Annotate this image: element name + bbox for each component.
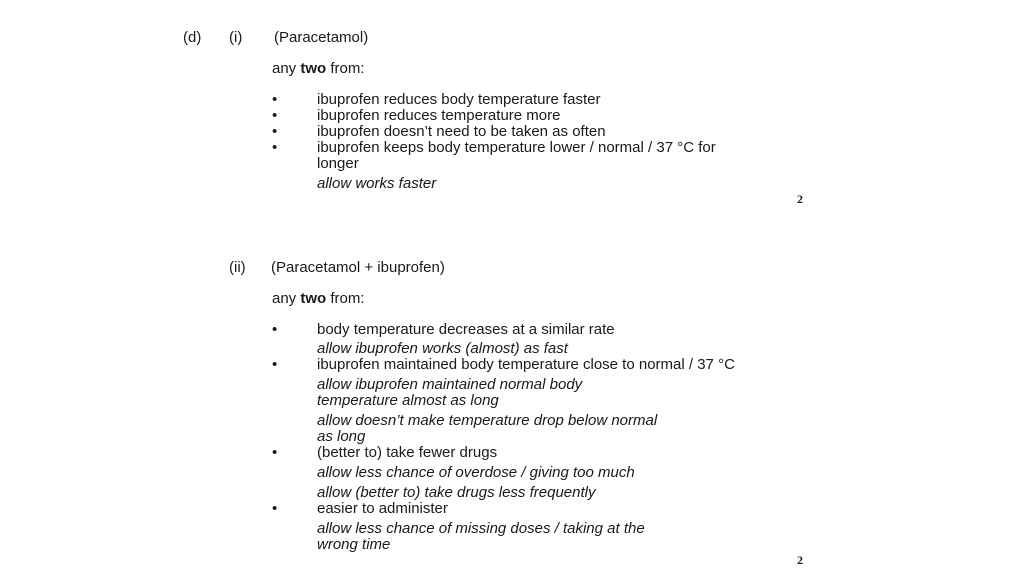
sub-ii-item-4-allow-1: allow less chance of missing doses / taking at the — [317, 520, 645, 537]
sub-ii-item-4: easier to administer — [317, 500, 448, 517]
sub-ii-bullet-1: • — [272, 321, 278, 338]
sub-ii-item-2: ibuprofen maintained body temperature close to normal / 37 °C — [317, 356, 735, 373]
sub-i-item-3: ibuprofen doesn’t need to be taken as often — [317, 123, 606, 140]
sub-ii-prompt-post: from: — [326, 290, 365, 307]
sub-ii-label: (ii) — [229, 259, 246, 276]
sub-ii-bullet-3: • — [272, 444, 278, 461]
sub-ii-prompt-bold: two — [300, 290, 327, 307]
sub-i-item-4: ibuprofen keeps body temperature lower / normal / 37 °C for — [317, 139, 716, 156]
sub-ii-item-3: (better to) take fewer drugs — [317, 444, 498, 461]
sub-i-bullet-3: • — [272, 123, 278, 140]
sub-i-item-1: ibuprofen reduces body temperature faster — [317, 91, 601, 108]
sub-i-item-4-cont: longer — [317, 155, 359, 172]
sub-i-item-2: ibuprofen reduces temperature more — [317, 107, 561, 124]
sub-ii-item-3-allow-1: allow less chance of overdose / giving too much — [317, 464, 635, 481]
sub-ii-prompt-pre: any — [272, 290, 301, 307]
sub-ii-item-3-allow-2: allow (better to) take drugs less frequently — [317, 484, 596, 501]
sub-i-label: (i) — [229, 29, 243, 46]
sub-i-prompt-bold: two — [300, 60, 327, 77]
sub-i-prompt-pre: any — [272, 60, 301, 77]
sub-i-prompt-post: from: — [326, 60, 365, 77]
sub-ii-item-2-allow-1-cont: temperature almost as long — [317, 392, 499, 409]
sub-i-bullet-4: • — [272, 139, 278, 156]
sub-ii-item-1: body temperature decreases at a similar rate — [317, 321, 615, 338]
sub-i-bullet-2: • — [272, 107, 278, 124]
sub-ii-item-2-allow-2: allow doesn’t make temperature drop below normal — [317, 412, 658, 429]
sub-ii-item-2-allow-1: allow ibuprofen maintained normal body — [317, 376, 583, 393]
sub-ii-bullet-2: • — [272, 356, 278, 373]
sub-ii-item-2-allow-2-cont: as long — [317, 428, 366, 445]
sub-i-bullet-1: • — [272, 91, 278, 108]
sub-ii-item-1-allow-1: allow ibuprofen works (almost) as fast — [317, 340, 568, 357]
sub-i-mark: 2 — [797, 192, 803, 206]
sub-i-allow: allow works faster — [317, 175, 437, 192]
sub-i-heading: (Paracetamol) — [274, 29, 369, 46]
sub-ii-item-4-allow-1-cont: wrong time — [317, 536, 391, 553]
sub-ii-heading: (Paracetamol + ibuprofen) — [271, 259, 445, 276]
sub-i-prompt — [272, 61, 365, 77]
sub-ii-prompt — [272, 291, 365, 307]
sub-ii-bullet-4: • — [272, 500, 278, 517]
part-label: (d) — [183, 29, 202, 46]
sub-ii-mark: 2 — [797, 553, 803, 567]
